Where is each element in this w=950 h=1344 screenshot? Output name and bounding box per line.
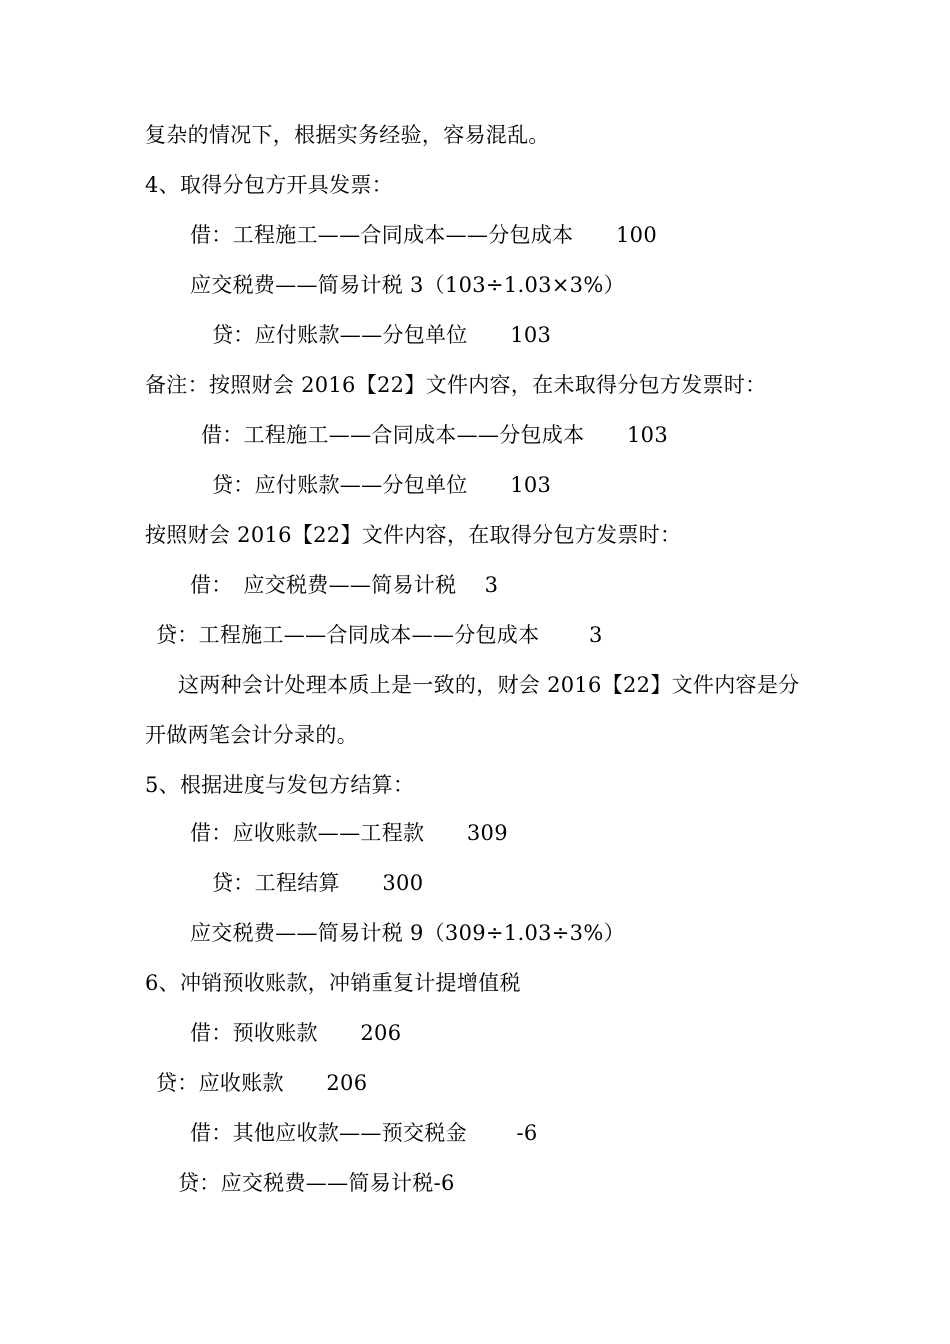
text-line: 按照财会 2016【22】文件内容，在取得分包方发票时： (145, 523, 682, 547)
journal-entry-credit: 贷：工程施工——合同成本——分包成本 3 (156, 623, 603, 647)
journal-entry-debit: 借：其他应收款——预交税金 -6 (190, 1121, 538, 1145)
journal-entry-credit: 贷：应交税费——简易计税-6 (178, 1171, 455, 1195)
section-heading-5: 5、根据进度与发包方结算： (145, 773, 415, 797)
journal-entry-debit: 借：应收账款——工程款 309 (190, 821, 508, 845)
journal-entry-debit: 借：工程施工——合同成本——分包成本 103 (201, 423, 668, 447)
text-line-1: 复杂的情况下，根据实务经验，容易混乱。 (145, 123, 550, 147)
journal-entry-credit: 应交税费——简易计税 9（309÷1.03÷3%） (190, 921, 625, 945)
journal-entry-debit: 借： 应交税费——简易计税 3 (190, 573, 499, 597)
journal-entry-credit: 贷：应收账款 206 (156, 1071, 368, 1095)
section-heading-4: 4、取得分包方开具发票： (145, 173, 393, 197)
section-heading-6: 6、冲销预收账款，冲销重复计提增值税 (145, 971, 521, 995)
journal-entry-credit: 贷：工程结算 300 (212, 871, 424, 895)
journal-entry-debit: 应交税费——简易计税 3（103÷1.03×3%） (190, 273, 625, 297)
paragraph-line: 开做两笔会计分录的。 (145, 723, 358, 747)
journal-entry-credit: 贷：应付账款——分包单位 103 (212, 323, 552, 347)
journal-entry-debit: 借：工程施工——合同成本——分包成本 100 (190, 223, 657, 247)
paragraph-line: 这两种会计处理本质上是一致的，财会 2016【22】文件内容是分 (178, 673, 800, 697)
journal-entry-debit: 借：预收账款 206 (190, 1021, 402, 1045)
journal-entry-credit: 贷：应付账款——分包单位 103 (212, 473, 552, 497)
note-line: 备注：按照财会 2016【22】文件内容，在未取得分包方发票时： (145, 373, 767, 397)
